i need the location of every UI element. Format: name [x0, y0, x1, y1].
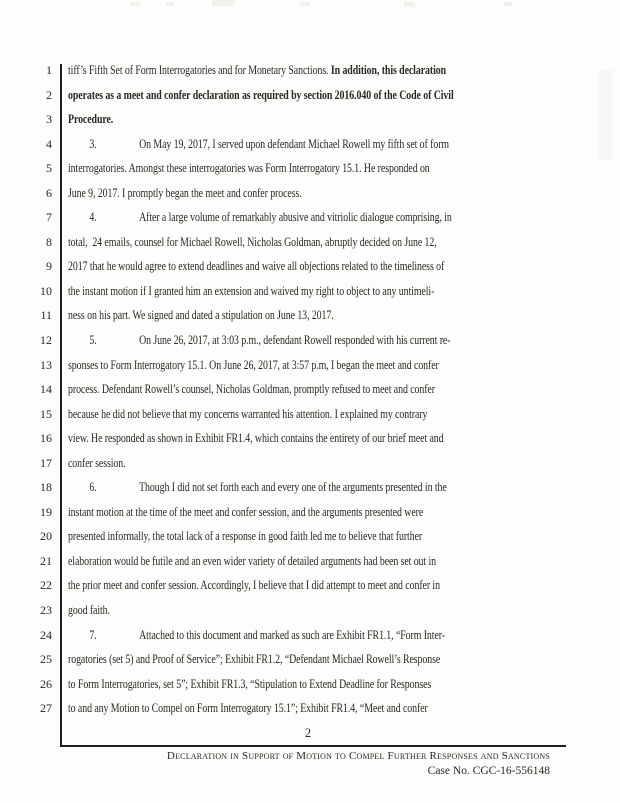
line-text — [68, 181, 302, 206]
line-text — [68, 500, 423, 525]
paragraph-number: 6. — [89, 480, 97, 495]
scan-artifact — [166, 2, 174, 6]
line-number: 21 — [40, 553, 52, 568]
line-number: 18 — [40, 480, 52, 495]
paragraph-number: 3. — [89, 136, 97, 151]
document-line — [0, 426, 620, 451]
line-number: 17 — [40, 455, 52, 470]
line-number: 1 — [46, 63, 52, 77]
footer — [167, 750, 550, 778]
text-segment: On June 26, 2017, at 3:03 p.m., defendant Rowell responded with his current re- — [139, 333, 451, 348]
line-text — [68, 426, 444, 451]
document-line — [0, 303, 620, 328]
text-segment: June 9, 2017. I promptly began the meet and confer process. — [68, 185, 302, 200]
line-text — [68, 328, 450, 353]
text-segment: Attached to this document and marked as such are Exhibit FR1.1, “Form Inter- — [139, 627, 445, 642]
line-text — [68, 205, 452, 230]
line-number: 19 — [40, 504, 52, 519]
document-line — [0, 181, 620, 206]
document-line — [0, 205, 620, 230]
paragraph-number: 5. — [89, 333, 97, 348]
document-line — [0, 475, 620, 500]
line-number: 7 — [46, 210, 52, 225]
text-segment: 2017 that he would agree to extend deadlines and waive all objections related to the timeliness of — [68, 259, 445, 274]
line-number: 4 — [46, 136, 52, 151]
footer-case-number: Case No. CGC-16-556148 — [427, 765, 550, 777]
line-text — [68, 524, 422, 549]
line-text — [68, 475, 447, 500]
line-text — [68, 696, 428, 721]
document-line — [0, 402, 620, 427]
line-number: 2 — [46, 87, 52, 102]
line-number: 26 — [40, 676, 52, 691]
document-line — [0, 107, 620, 132]
document-line — [0, 353, 620, 378]
text-segment: view. He responded as shown in Exhibit FR1.4, which contains the entirety of our brief meet and — [68, 431, 444, 446]
line-text — [68, 598, 110, 623]
line-number: 13 — [40, 357, 52, 372]
document-line — [0, 377, 620, 402]
document-line — [0, 83, 620, 108]
line-number: 10 — [40, 283, 52, 298]
page-number: 2 — [304, 726, 312, 740]
document-line — [0, 451, 620, 476]
text-segment: interrogatories. Amongst these interrogatories was Form Interrogatory 15.1. He responded on — [68, 161, 430, 176]
line-number: 3 — [46, 112, 52, 127]
line-number: 20 — [40, 529, 52, 544]
text-segment-bold: operates as a meet and confer declaration as required by section 2016.040 of the Code of Civil — [68, 87, 454, 102]
text-segment: to and any Motion to Compel on Form Interrogatory 15.1”; Exhibit FR1.4, “Meet and confer — [68, 701, 428, 716]
line-text — [68, 156, 430, 181]
line-text — [68, 623, 445, 648]
text-segment: rogatories (set 5) and Proof of Service”; Exhibit FR1.2, “Defendant Michael Rowell’s Response — [68, 652, 441, 667]
line-number: 16 — [40, 431, 52, 446]
document-line — [0, 156, 620, 181]
document-line — [0, 696, 620, 721]
text-segment: total, 24 emails, counsel for Michael Rowell, Nicholas Goldman, abruptly decided on June 12, — [68, 234, 437, 249]
body-lines — [0, 58, 620, 721]
line-text — [68, 672, 431, 697]
text-segment: the instant motion if I granted him an extension and waived my right to object to any untimeli- — [68, 283, 435, 298]
document-line — [0, 230, 620, 255]
paragraph-number: 7. — [89, 627, 97, 642]
line-number: 24 — [40, 627, 52, 642]
document-line — [0, 132, 620, 157]
text-segment: good faith. — [68, 603, 110, 618]
text-segment: instant motion at the time of the meet and confer session, and the arguments presented were — [68, 504, 424, 519]
text-segment: sponses to Form Interrogatory 15.1. On June 26, 2017, at 3:57 p.m, I began the meet and confer — [68, 357, 439, 372]
text-segment: the prior meet and confer session. Accordingly, I believe that I did attempt to meet and confer in — [68, 578, 440, 593]
text-segment: On May 19, 2017, I served upon defendant Michael Rowell my fifth set of form — [139, 136, 450, 151]
document-line — [0, 328, 620, 353]
line-text — [68, 279, 434, 304]
text-segment: confer session. — [68, 455, 126, 470]
text-segment: elaboration would be futile and an even wider variety of detailed arguments had been set out in — [68, 553, 436, 568]
scan-artifact — [130, 2, 140, 6]
document-line — [0, 279, 620, 304]
line-number: 6 — [46, 185, 52, 200]
line-number: 8 — [46, 234, 52, 249]
text-segment: tiff’s Fifth Set of Form Interrogatories and for Monetary Sanctions. — [68, 63, 331, 77]
scan-artifact — [212, 0, 234, 6]
scan-artifact — [404, 2, 414, 7]
line-text — [68, 132, 449, 157]
line-number: 14 — [40, 382, 52, 397]
line-text — [68, 230, 437, 255]
text-segment-bold: In addition, this declaration — [330, 63, 447, 77]
document-line — [0, 524, 620, 549]
line-text — [68, 303, 334, 328]
line-text — [68, 107, 113, 132]
text-segment-bold: Procedure. — [68, 112, 114, 127]
line-number: 11 — [40, 308, 52, 323]
document-line — [0, 254, 620, 279]
text-segment: ness on his part. We signed and dated a stipulation on June 13, 2017. — [68, 308, 334, 323]
document-line — [0, 500, 620, 525]
line-number: 5 — [46, 161, 52, 176]
line-number: 15 — [40, 406, 52, 421]
document-line — [0, 549, 620, 574]
text-segment: process. Defendant Rowell’s counsel, Nicholas Goldman, promptly refused to meet and confer — [68, 382, 435, 397]
line-number: 22 — [40, 578, 52, 593]
line-text — [68, 58, 446, 83]
scan-artifact — [300, 2, 310, 6]
text-segment: because he did not believe that my concerns warranted his attention. I explained my contrary — [68, 406, 428, 421]
line-number: 12 — [40, 333, 52, 348]
footer-rule — [60, 745, 566, 747]
line-text — [68, 573, 440, 598]
text-segment: Though I did not set forth each and every one of the arguments presented in the — [139, 480, 447, 495]
line-text — [68, 549, 436, 574]
document-line — [0, 647, 620, 672]
document-line — [0, 623, 620, 648]
text-segment: presented informally, the total lack of a response in good faith led me to believe that further — [68, 529, 423, 544]
document-line — [0, 598, 620, 623]
document-line — [0, 573, 620, 598]
line-text — [68, 451, 126, 476]
line-text — [68, 377, 435, 402]
paragraph-number: 4. — [89, 210, 97, 225]
scan-artifact — [504, 2, 512, 6]
footer-title: Declaration in Support of Motion to Compel Further Responses and Sanctions — [166, 750, 550, 762]
line-number: 23 — [40, 603, 52, 618]
line-number: 25 — [40, 652, 52, 667]
document-line — [0, 58, 620, 83]
line-text — [68, 254, 444, 279]
line-number: 27 — [40, 701, 52, 716]
line-text — [68, 402, 427, 427]
text-segment: After a large volume of remarkably abusive and vitriolic dialogue comprising, in — [139, 210, 452, 225]
document-line — [0, 672, 620, 697]
line-text — [68, 647, 440, 672]
line-text — [68, 353, 439, 378]
text-segment: to Form Interrogatories, set 5”; Exhibit FR1.3, “Stipulation to Extend Deadline for Responses — [68, 676, 432, 691]
line-text — [68, 83, 454, 108]
line-number: 9 — [46, 259, 52, 274]
